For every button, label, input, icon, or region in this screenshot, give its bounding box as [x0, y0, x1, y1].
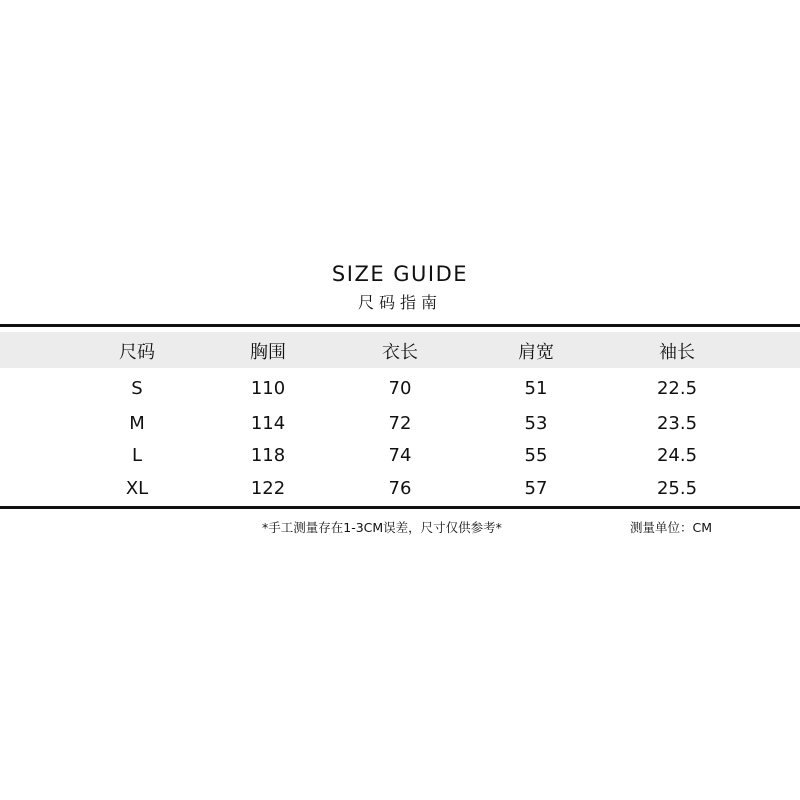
page-subtitle: 尺码指南: [357, 293, 442, 312]
cell-shoulder: 53: [524, 413, 548, 434]
cell-size: M: [129, 413, 145, 434]
cell-chest: 110: [250, 378, 286, 399]
header-chest: 胸围: [250, 342, 286, 363]
measurement-footnote: *手工测量存在1-3CM误差，尺寸仅供参考*: [262, 520, 502, 535]
cell-sleeve: 25.5: [656, 478, 698, 499]
cell-shoulder: 57: [524, 478, 548, 499]
cell-shoulder: 55: [524, 445, 548, 466]
table-bottom-rule: [0, 506, 800, 509]
table-top-rule: [0, 324, 800, 327]
cell-size: L: [131, 445, 143, 466]
header-shoulder: 肩宽: [518, 342, 554, 363]
page-title: SIZE GUIDE: [331, 262, 469, 286]
header-length: 衣长: [382, 342, 418, 363]
cell-length: 72: [388, 413, 412, 434]
cell-size: XL: [125, 478, 149, 499]
cell-sleeve: 22.5: [656, 378, 698, 399]
cell-sleeve: 23.5: [656, 413, 698, 434]
header-sleeve: 袖长: [659, 342, 695, 363]
unit-note: 测量单位：CM: [630, 520, 713, 535]
cell-chest: 114: [250, 413, 286, 434]
cell-length: 70: [388, 378, 412, 399]
cell-chest: 122: [250, 478, 286, 499]
cell-size: S: [131, 378, 143, 399]
cell-length: 76: [388, 478, 412, 499]
cell-shoulder: 51: [524, 378, 548, 399]
cell-sleeve: 24.5: [656, 445, 698, 466]
cell-chest: 118: [250, 445, 286, 466]
cell-length: 74: [388, 445, 412, 466]
header-size: 尺码: [119, 342, 155, 363]
